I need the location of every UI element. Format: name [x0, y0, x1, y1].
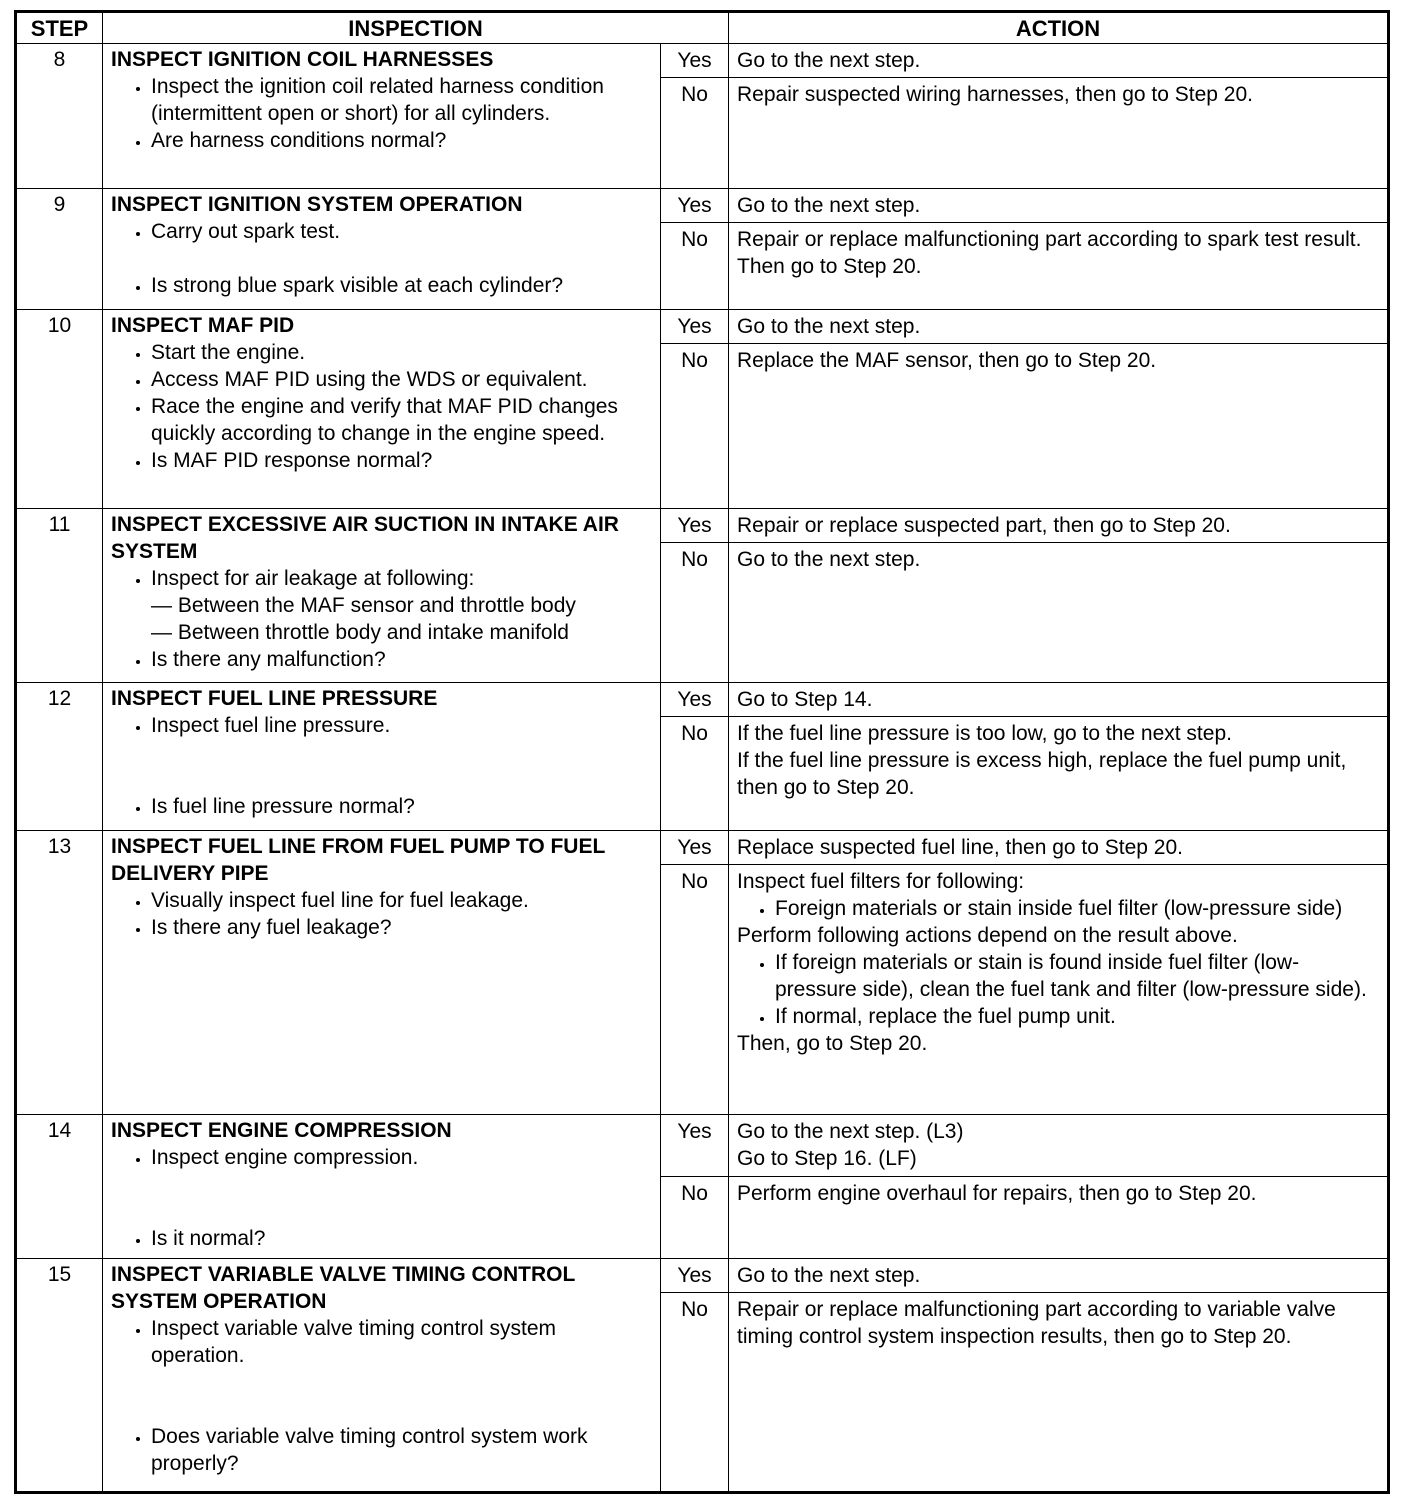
yes-action: Repair or replace suspected part, then go to Step 20.	[729, 509, 1388, 543]
table-row	[17, 189, 1388, 223]
no-action-bullet: • If foreign materials or stain is found inside fuel filter (low-pressure side), clean the fuel tank and filter (low-pressure side).	[775, 949, 1379, 1003]
no-label: No	[661, 1177, 729, 1259]
inspection-bullet: • Inspect variable valve timing control system operation.	[151, 1315, 652, 1369]
inspection-bullet: • Is it normal?	[151, 1225, 652, 1252]
no-action: Repair suspected wiring harnesses, then go to Step 20.	[729, 78, 1388, 189]
table-row	[17, 1259, 1388, 1293]
yes-label: Yes	[661, 509, 729, 543]
no-action-intro: Inspect fuel filters for following:	[737, 870, 1025, 893]
yes-action	[729, 1115, 1388, 1177]
inspection-bullet: • Inspect the ignition coil related harness condition (intermittent open or short) for all cylinders.	[151, 73, 652, 127]
table-row	[17, 831, 1388, 865]
no-action: Go to the next step.	[729, 543, 1388, 683]
inspection-title: INSPECT IGNITION COIL HARNESSES	[111, 48, 494, 71]
yes-action: Go to Step 14.	[729, 683, 1388, 717]
no-action: Perform engine overhaul for repairs, then go to Step 20.	[729, 1177, 1388, 1259]
inspection-title: INSPECT IGNITION SYSTEM OPERATION	[111, 193, 523, 216]
no-action	[729, 223, 1388, 310]
no-action-line: then go to Step 20.	[737, 776, 915, 799]
no-action-end: Then, go to Step 20.	[737, 1032, 928, 1055]
yes-action-line: Go to Step 16. (LF)	[737, 1147, 917, 1170]
yes-action-line: Go to the next step. (L3)	[737, 1120, 964, 1143]
inspection-bullet: • Inspect fuel line pressure.	[151, 712, 652, 739]
table-row	[17, 683, 1388, 717]
yes-action: Go to the next step.	[729, 189, 1388, 223]
no-label: No	[661, 223, 729, 310]
inspection-bullet	[151, 565, 652, 646]
inspection-cell	[103, 683, 661, 831]
step-number: 15	[17, 1259, 103, 1492]
no-label: No	[661, 78, 729, 189]
no-action	[729, 865, 1388, 1115]
no-action-bullet: • If normal, replace the fuel pump unit.	[775, 1003, 1379, 1030]
no-action-bullet: • Foreign materials or stain inside fuel filter (low-pressure side)	[775, 895, 1379, 922]
header-row	[17, 13, 1388, 44]
inspection-bullet: • Access MAF PID using the WDS or equivalent.	[151, 366, 652, 393]
table-row	[17, 509, 1388, 543]
inspection-sub-item: — Between throttle body and intake manifold	[151, 621, 569, 644]
inspection-cell	[103, 189, 661, 310]
inspection-title: INSPECT MAF PID	[111, 314, 295, 337]
no-action-mid: Perform following actions depend on the result above.	[737, 924, 1238, 947]
inspection-cell	[103, 509, 661, 683]
step-number: 11	[17, 509, 103, 683]
header-action: ACTION	[729, 13, 1388, 44]
step-number: 13	[17, 831, 103, 1115]
step-number: 8	[17, 44, 103, 189]
inspection-bullet: • Is there any fuel leakage?	[151, 914, 652, 941]
inspection-bullet: • Does variable valve timing control system work properly?	[151, 1423, 652, 1477]
yes-label: Yes	[661, 1259, 729, 1293]
inspection-title: INSPECT EXCESSIVE AIR SUCTION IN INTAKE AIR SYSTEM	[111, 513, 619, 563]
no-action: Replace the MAF sensor, then go to Step 20.	[729, 344, 1388, 509]
yes-label: Yes	[661, 1115, 729, 1177]
step-number: 10	[17, 310, 103, 509]
inspection-title: INSPECT FUEL LINE PRESSURE	[111, 687, 438, 710]
inspection-bullet: • Start the engine.	[151, 339, 652, 366]
inspection-bullet: • Inspect engine compression.	[151, 1144, 652, 1171]
no-label: No	[661, 344, 729, 509]
no-action: Repair or replace malfunctioning part according to variable valve timing control system inspection results, then go to Step 20.	[729, 1293, 1388, 1492]
inspection-bullet: • Race the engine and verify that MAF PID changes quickly according to change in the engine speed.	[151, 393, 652, 447]
inspection-bullet: • Are harness conditions normal?	[151, 127, 652, 154]
step-number: 14	[17, 1115, 103, 1259]
no-label: No	[661, 717, 729, 831]
no-label: No	[661, 865, 729, 1115]
table-row	[17, 310, 1388, 344]
troubleshooting-table-sheet	[14, 10, 1390, 1494]
no-label: No	[661, 1293, 729, 1492]
inspection-bullet: • Is MAF PID response normal?	[151, 447, 652, 474]
inspection-cell	[103, 1259, 661, 1492]
inspection-title: INSPECT ENGINE COMPRESSION	[111, 1119, 452, 1142]
inspection-title: INSPECT VARIABLE VALVE TIMING CONTROL SYSTEM OPERATION	[111, 1263, 575, 1313]
yes-label: Yes	[661, 831, 729, 865]
yes-label: Yes	[661, 44, 729, 78]
header-step: STEP	[17, 13, 103, 44]
no-action-line: Then go to Step 20.	[737, 255, 922, 278]
inspection-cell	[103, 310, 661, 509]
table-row	[17, 44, 1388, 78]
no-action-line: Repair or replace malfunctioning part according to spark test result.	[737, 228, 1362, 251]
step-number: 9	[17, 189, 103, 310]
yes-action: Go to the next step.	[729, 1259, 1388, 1293]
inspection-bullet: • Carry out spark test.	[151, 218, 652, 245]
no-action	[729, 717, 1388, 831]
inspection-cell	[103, 831, 661, 1115]
inspection-bullet: • Is fuel line pressure normal?	[151, 793, 652, 820]
no-action-line: If the fuel line pressure is too low, go to the next step.	[737, 722, 1232, 745]
inspection-bullet-text: Inspect for air leakage at following:	[151, 567, 475, 590]
inspection-cell	[103, 44, 661, 189]
inspection-bullet: • Is there any malfunction?	[151, 646, 652, 673]
inspection-bullet: • Visually inspect fuel line for fuel leakage.	[151, 887, 652, 914]
yes-label: Yes	[661, 310, 729, 344]
table-row	[17, 1115, 1388, 1177]
yes-label: Yes	[661, 189, 729, 223]
inspection-bullet: • Is strong blue spark visible at each cylinder?	[151, 272, 652, 299]
troubleshooting-table	[16, 12, 1388, 1492]
step-number: 12	[17, 683, 103, 831]
inspection-cell	[103, 1115, 661, 1259]
yes-label: Yes	[661, 683, 729, 717]
yes-action: Go to the next step.	[729, 310, 1388, 344]
inspection-sub-item: — Between the MAF sensor and throttle body	[151, 594, 576, 617]
no-label: No	[661, 543, 729, 683]
yes-action: Replace suspected fuel line, then go to Step 20.	[729, 831, 1388, 865]
no-action-line: If the fuel line pressure is excess high, replace the fuel pump unit,	[737, 749, 1347, 772]
yes-action: Go to the next step.	[729, 44, 1388, 78]
header-inspection: INSPECTION	[103, 13, 729, 44]
inspection-title: INSPECT FUEL LINE FROM FUEL PUMP TO FUEL DELIVERY PIPE	[111, 835, 605, 885]
